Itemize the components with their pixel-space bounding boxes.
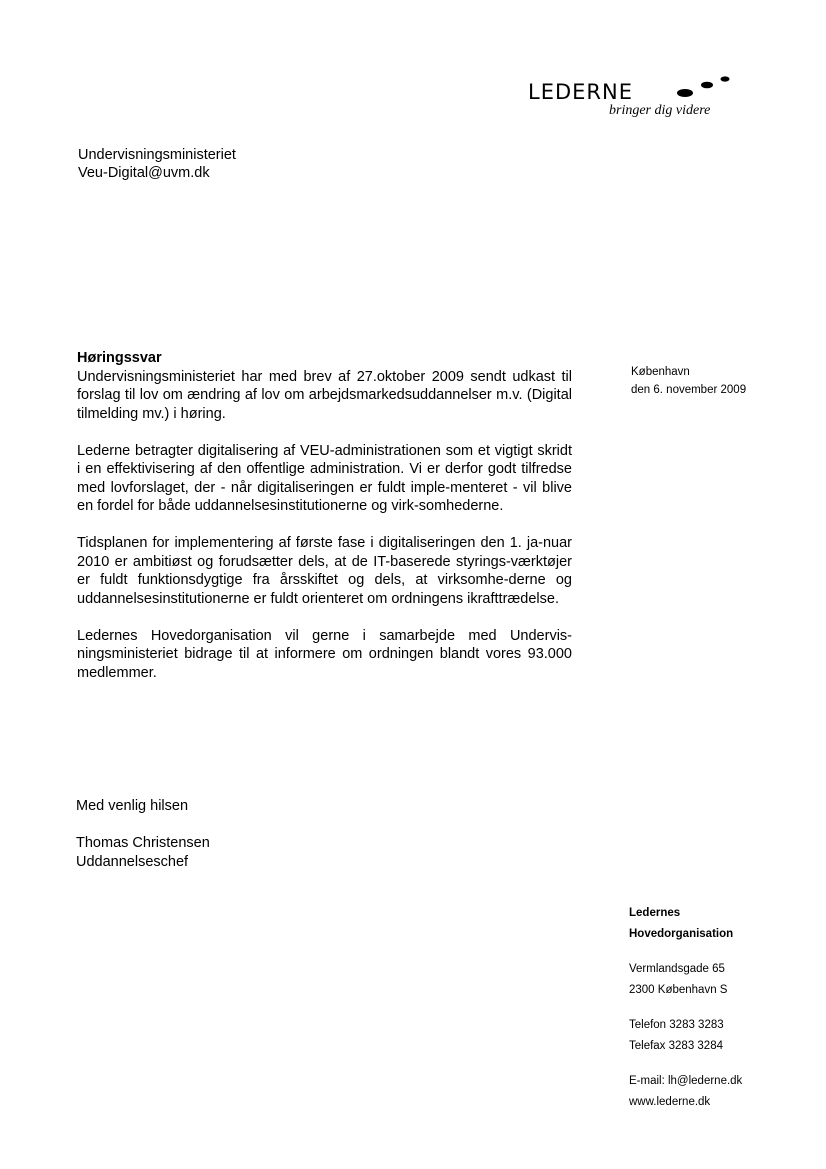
organization-info bbox=[629, 903, 742, 1113]
letter-closing bbox=[76, 797, 210, 871]
recipient-address bbox=[78, 146, 236, 182]
org-postal: 2300 København S bbox=[629, 984, 728, 996]
paragraph: Ledernes Hovedorganisation vil gerne i samarbejde med Undervis-ningsministeriet bidrage til at informere om ordningen blandt vores 93.000 medlemmer. bbox=[77, 627, 572, 681]
paragraph: Lederne betragter digitalisering af VEU-administrationen som et vigtigt skridt i en effektivisering af den offentlige administration. Vi er derfor godt tilfredse med lovforslaget, der - når digitaliseringen er fuldt imple-menteret - vil blive en fordel for både uddannelsesinstitutionerne og virk-somhederne. bbox=[77, 442, 572, 514]
signer-title: Uddannelseschef bbox=[76, 853, 189, 870]
org-street: Vermlandsgade 65 bbox=[629, 963, 725, 975]
org-fax: Telefax 3283 3284 bbox=[629, 1040, 723, 1052]
org-name-line2: Hovedorganisation bbox=[629, 928, 734, 940]
signer-name: Thomas Christensen bbox=[76, 835, 210, 851]
place-date bbox=[631, 363, 746, 399]
logo-tagline: bringer dig videre bbox=[609, 103, 711, 118]
org-email: E-mail: lh@lederne.dk bbox=[629, 1075, 743, 1087]
lederne-logo bbox=[528, 72, 733, 122]
recipient-email: Veu-Digital@uvm.dk bbox=[78, 165, 210, 181]
org-web: www.lederne.dk bbox=[629, 1096, 711, 1108]
place: København bbox=[631, 366, 690, 378]
date: den 6. november 2009 bbox=[631, 384, 747, 396]
greeting: Med venlig hilsen bbox=[76, 798, 189, 814]
logo-wordmark: LEDERNE bbox=[528, 80, 633, 104]
org-name-line1: Ledernes bbox=[629, 907, 681, 919]
org-phone: Telefon 3283 3283 bbox=[629, 1019, 724, 1031]
paragraph: Undervisningsministeriet har med brev af 27.oktober 2009 sendt udkast til forslag til lov om ændring af lov om arbejdsmarkedsuddannelser m.v. (Digital tilmelding mv.) i høring. bbox=[77, 368, 572, 422]
logo-dots-icon bbox=[676, 74, 732, 100]
letter-subject: Høringssvar bbox=[77, 350, 162, 366]
paragraph: Tidsplanen for implementering af første fase i digitaliseringen den 1. ja-nuar 2010 er ambitiøst og forudsætter dels, at de IT-baserede styrings-værktøjer er fuldt funktionsdygtige fra årsskiftet og dels, at virksomhe-derne og uddannelsesinstitutionerne er fuldt orienteret om ordningens ikrafttrædelse. bbox=[77, 535, 572, 607]
letter-body bbox=[77, 349, 572, 682]
recipient-name: Undervisningsministeriet bbox=[78, 147, 236, 163]
